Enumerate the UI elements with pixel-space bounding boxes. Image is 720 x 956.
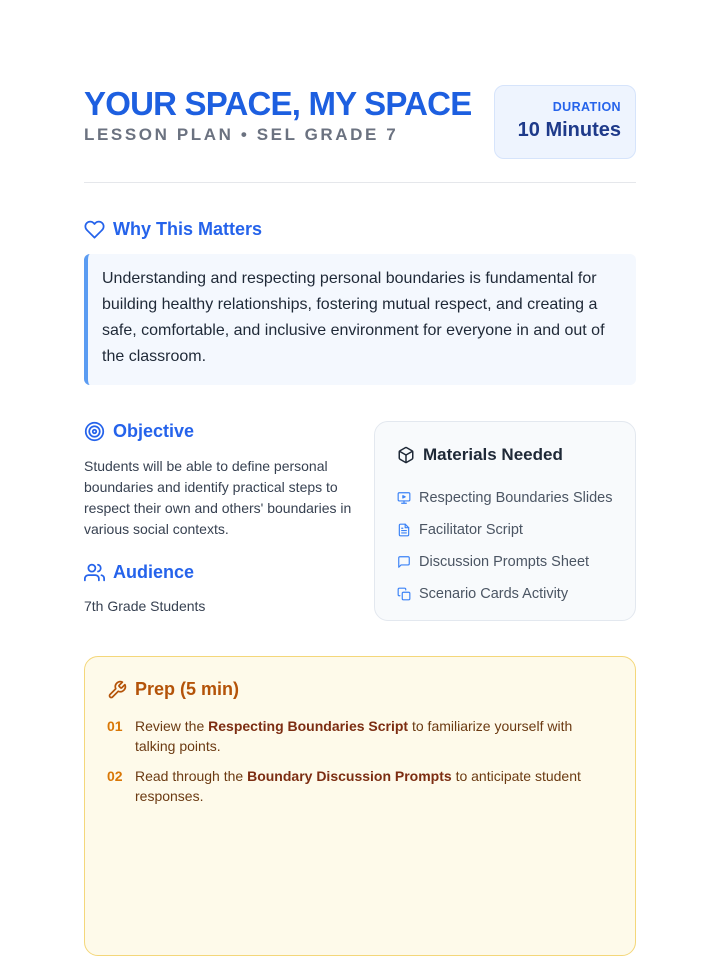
step-highlight: Respecting Boundaries Script bbox=[208, 718, 409, 734]
objective-heading bbox=[84, 421, 194, 442]
copy-icon bbox=[397, 587, 411, 601]
audience-heading bbox=[84, 562, 194, 583]
users-icon bbox=[84, 562, 105, 583]
why-heading-label: Why This Matters bbox=[113, 219, 263, 239]
page-title: YOUR SPACE, MY SPACE bbox=[84, 85, 472, 122]
duration-label: DURATION bbox=[552, 100, 621, 114]
wrench-icon bbox=[107, 680, 127, 700]
prep-heading-label: Prep (5 min) bbox=[135, 679, 240, 699]
materials-heading-label: Materials Needed bbox=[423, 445, 563, 464]
objective-body: Students will be able to define personal boundaries and identify practical steps to respect their own and others' boundaries in various social contexts. bbox=[84, 458, 352, 537]
heart-icon bbox=[84, 219, 105, 240]
package-icon bbox=[397, 446, 415, 464]
step-number: 01 bbox=[107, 718, 123, 734]
why-callout bbox=[84, 254, 636, 385]
presentation-icon bbox=[397, 491, 411, 505]
material-label: Respecting Boundaries Slides bbox=[419, 490, 613, 506]
duration-value: 10 Minutes bbox=[517, 119, 621, 141]
lesson-header bbox=[84, 82, 636, 162]
prep-step bbox=[107, 766, 597, 806]
audience-body: 7th Grade Students bbox=[84, 598, 206, 614]
prep-card bbox=[84, 656, 636, 956]
material-label: Discussion Prompts Sheet bbox=[419, 554, 590, 570]
header-divider bbox=[84, 182, 636, 183]
material-label: Facilitator Script bbox=[419, 522, 523, 538]
why-heading bbox=[84, 219, 262, 240]
audience-heading-label: Audience bbox=[113, 562, 195, 582]
prep-step bbox=[107, 716, 597, 756]
material-item[interactable] bbox=[397, 546, 612, 578]
duration-card bbox=[494, 85, 636, 159]
objective-heading-label: Objective bbox=[113, 421, 195, 441]
step-text: Review the Respecting Boundaries Script to familiarize yourself with talking points. bbox=[135, 718, 573, 754]
material-item[interactable] bbox=[397, 578, 612, 610]
step-text: Read through the Boundary Discussion Prompts to anticipate student responses. bbox=[135, 768, 581, 804]
step-highlight: Boundary Discussion Prompts bbox=[247, 768, 452, 784]
materials-card bbox=[374, 421, 636, 621]
why-body: Understanding and respecting personal boundaries is fundamental for building healthy relationships, fostering mutual respect, and creating a safe, comfortable, and inclusive environment for everyone in and out of the classroom. bbox=[102, 270, 605, 365]
material-item[interactable] bbox=[397, 514, 612, 546]
material-item[interactable] bbox=[397, 482, 612, 514]
target-icon bbox=[84, 421, 105, 442]
prep-heading bbox=[107, 679, 239, 700]
materials-heading bbox=[397, 445, 563, 465]
page-subtitle: LESSON PLAN • SEL GRADE 7 bbox=[84, 125, 399, 144]
materials-list bbox=[397, 482, 612, 610]
message-square-icon bbox=[397, 555, 411, 569]
file-text-icon bbox=[397, 523, 411, 537]
step-number: 02 bbox=[107, 768, 123, 784]
material-label: Scenario Cards Activity bbox=[419, 586, 569, 602]
